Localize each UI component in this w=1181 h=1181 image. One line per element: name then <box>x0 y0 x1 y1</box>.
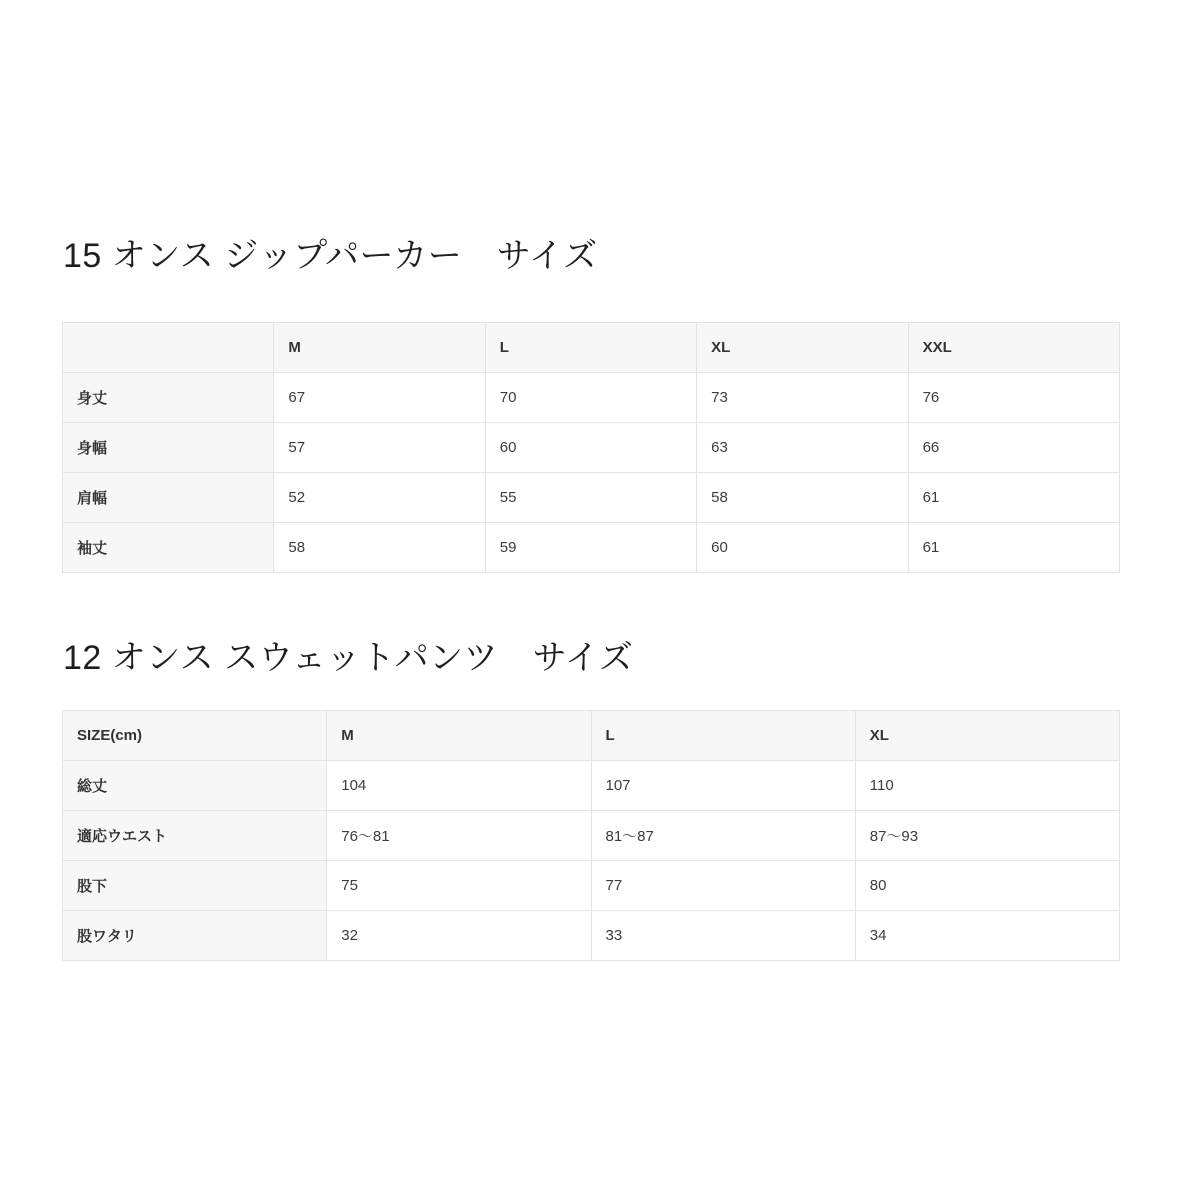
column-header-m: M <box>274 323 485 373</box>
column-header-xxl: XXL <box>908 323 1119 373</box>
cell-value: 87〜93 <box>855 811 1119 861</box>
column-header-size-cm: SIZE(cm) <box>63 711 327 761</box>
cell-value: 77 <box>591 861 855 911</box>
cell-value: 60 <box>697 523 908 573</box>
cell-value: 32 <box>327 911 591 961</box>
row-label-body-length: 身丈 <box>63 373 274 423</box>
row-label-shoulder-width: 肩幅 <box>63 473 274 523</box>
cell-value: 60 <box>485 423 696 473</box>
cell-value: 73 <box>697 373 908 423</box>
cell-value: 57 <box>274 423 485 473</box>
cell-value: 67 <box>274 373 485 423</box>
cell-value: 81〜87 <box>591 811 855 861</box>
column-header-l: L <box>591 711 855 761</box>
pants-size-table <box>62 710 1120 961</box>
row-label-body-width: 身幅 <box>63 423 274 473</box>
row-label-fit-waist: 適応ウエスト <box>63 811 327 861</box>
row-label-thigh-width: 股ワタリ <box>63 911 327 961</box>
cell-value: 52 <box>274 473 485 523</box>
column-header-l: L <box>485 323 696 373</box>
cell-value: 63 <box>697 423 908 473</box>
table-row <box>63 423 1120 473</box>
table-row <box>63 861 1120 911</box>
cell-value: 33 <box>591 911 855 961</box>
column-header-xl: XL <box>855 711 1119 761</box>
table-header-row <box>63 323 1120 373</box>
cell-value: 66 <box>908 423 1119 473</box>
cell-value: 58 <box>697 473 908 523</box>
cell-value: 80 <box>855 861 1119 911</box>
cell-value: 110 <box>855 761 1119 811</box>
cell-value: 34 <box>855 911 1119 961</box>
column-header-m: M <box>327 711 591 761</box>
parka-size-title: 15 オンス ジップパーカー サイズ <box>63 236 598 275</box>
cell-value: 61 <box>908 473 1119 523</box>
cell-value: 70 <box>485 373 696 423</box>
table-row <box>63 911 1120 961</box>
table-row <box>63 373 1120 423</box>
row-label-total-length: 総丈 <box>63 761 327 811</box>
column-header-xl: XL <box>697 323 908 373</box>
cell-value: 76〜81 <box>327 811 591 861</box>
pants-size-title: 12 オンス スウェットパンツ サイズ <box>63 638 634 677</box>
table-row <box>63 761 1120 811</box>
row-label-inseam: 股下 <box>63 861 327 911</box>
column-header-blank <box>63 323 274 373</box>
cell-value: 107 <box>591 761 855 811</box>
cell-value: 55 <box>485 473 696 523</box>
table-header-row <box>63 711 1120 761</box>
table-row <box>63 473 1120 523</box>
table-row <box>63 811 1120 861</box>
cell-value: 104 <box>327 761 591 811</box>
row-label-sleeve-length: 袖丈 <box>63 523 274 573</box>
cell-value: 58 <box>274 523 485 573</box>
cell-value: 59 <box>485 523 696 573</box>
cell-value: 61 <box>908 523 1119 573</box>
cell-value: 76 <box>908 373 1119 423</box>
cell-value: 75 <box>327 861 591 911</box>
parka-size-table <box>62 322 1120 573</box>
table-row <box>63 523 1120 573</box>
